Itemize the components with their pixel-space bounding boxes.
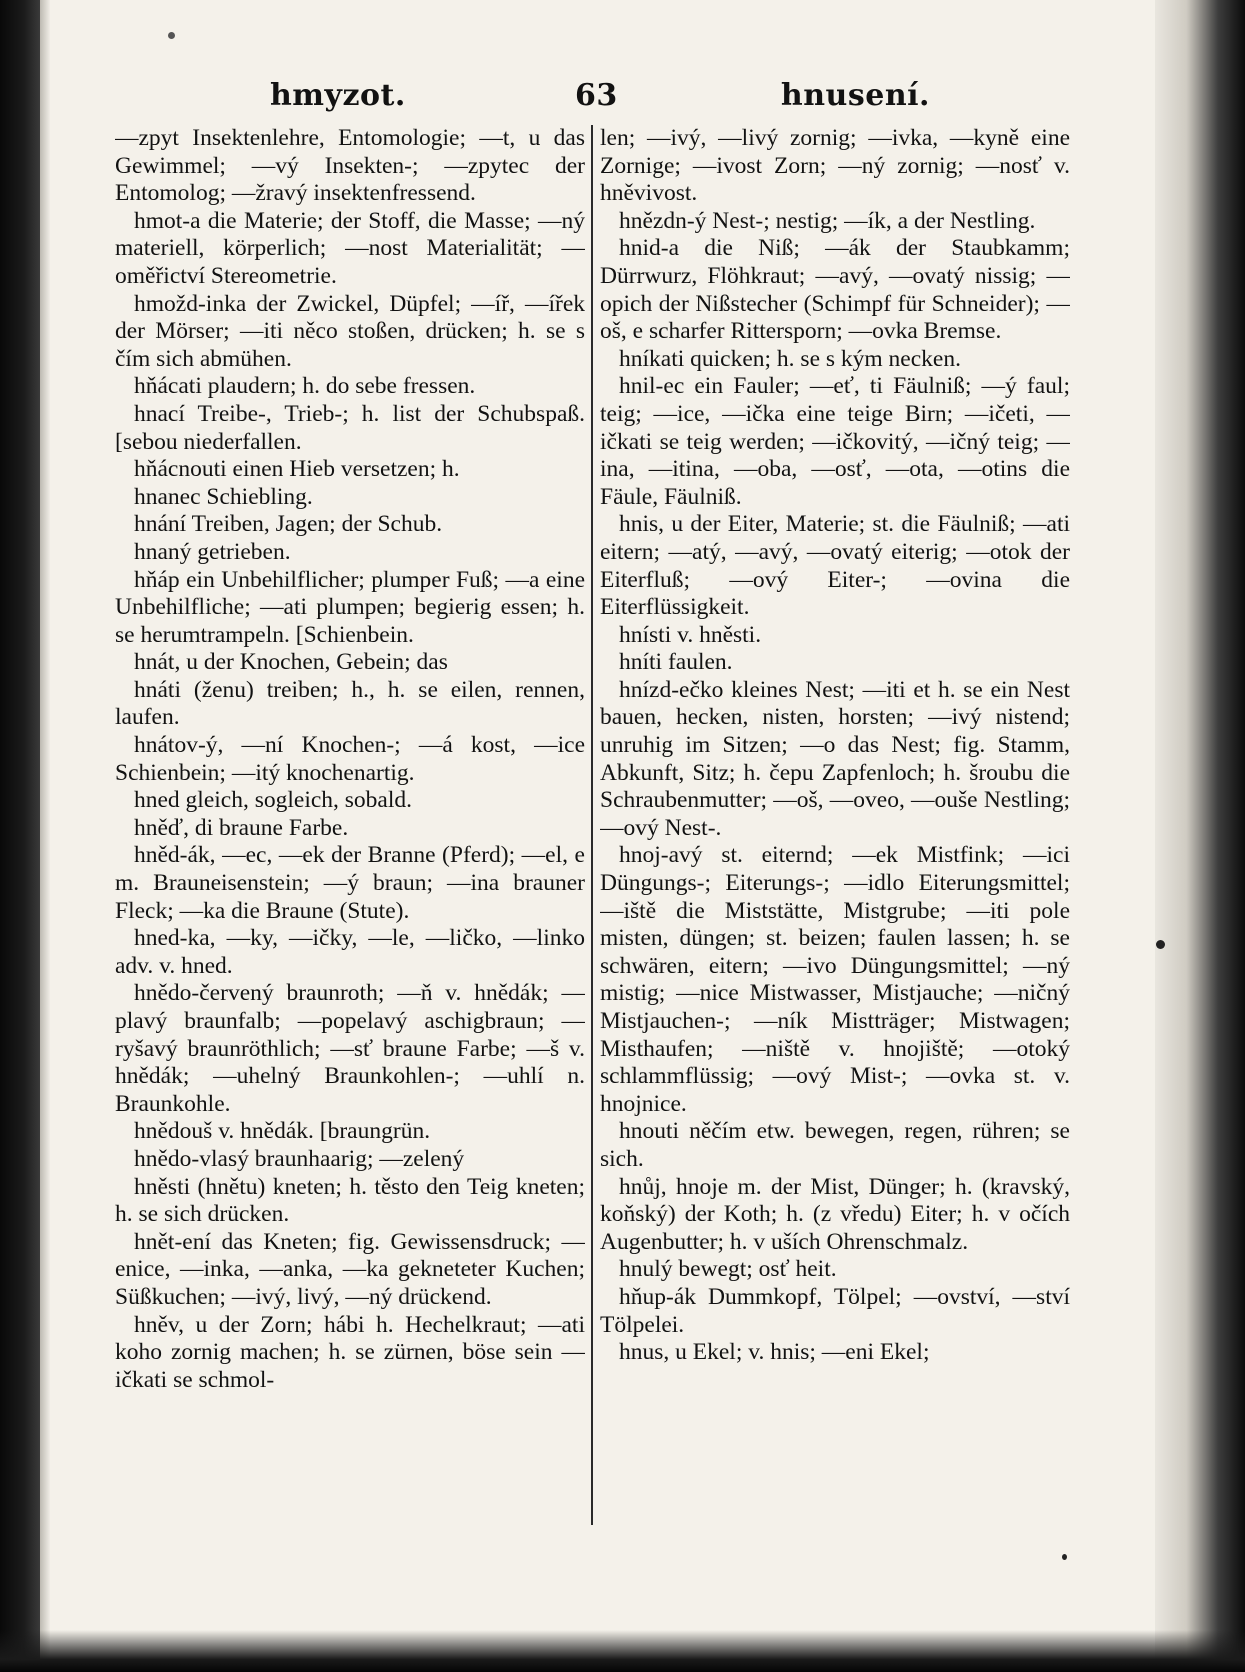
dictionary-entry: hnil-ec ein Fauler; —eť, ti Fäulniß; —ý faul; teig; —ice, —ička eine teige Birn; —ičeti, —ičkati se teig werden; —ičkovitý, —ičný teig; —ina, —itina, —oba, —osť, —ota, —otins die Fäule, Fäulniß. bbox=[600, 373, 1070, 510]
speck-mark bbox=[1156, 940, 1165, 949]
page-header bbox=[270, 78, 930, 118]
dictionary-entry: hnědo-červený braunroth; —ň v. hnědák; —plavý braunfalb; —popelavý aschigbraun; —ryšavý braunröthlich; —sť braune Farbe; —š v. hnědák; —uhelný Braunkohlen-; —uhlí n. Braunkohle. bbox=[115, 980, 585, 1117]
dictionary-entry: len; —ivý, —livý zornig; —ivka, —kyně eine Zornige; —ivost Zorn; —ný zornig; —nosť v. hněvivost. bbox=[600, 125, 1070, 207]
dictionary-entry: hnězdn-ý Nest-; nestig; —ík, a der Nestling. bbox=[619, 207, 1036, 234]
right-column bbox=[600, 125, 1070, 1367]
dictionary-entry: hnáti (ženu) treiben; h., h. se eilen, rennen, laufen. bbox=[115, 676, 585, 731]
dictionary-entry: hněsti (hnětu) kneten; h. těsto den Teig kneten; h. se sich drücken. bbox=[115, 1173, 585, 1228]
page-number: 63 bbox=[575, 78, 618, 113]
dictionary-entry: hnouti něčím etw. bewegen, regen, rühren; se sich. bbox=[600, 1118, 1070, 1172]
dictionary-entry: hnis, u der Eiter, Materie; st. die Fäulniß; —ati eitern; —atý, —avý, —ovatý eiterig; —otok der Eiterfluß; —ový Eiter-; —ovina die Eiterflüssigkeit. bbox=[600, 511, 1070, 621]
dictionary-entry: hněď, di braune Farbe. bbox=[134, 814, 349, 841]
dictionary-entry: hnát, u der Knochen, Gebein; das bbox=[134, 649, 448, 676]
speck-mark bbox=[168, 32, 175, 39]
scan-edge-bottom bbox=[0, 1630, 1245, 1672]
page-gutter-shadow bbox=[40, 0, 50, 1672]
dictionary-entry: hned-ka, —ky, —ičky, —le, —ličko, —linko adv. v. hned. bbox=[115, 925, 585, 979]
dictionary-entry: hmot-a die Materie; der Stoff, die Masse; —ný materiell, körperlich; —nost Materialität; —oměřictví Stereometrie. bbox=[115, 207, 585, 289]
dictionary-entry: hnědouš v. hnědák. [braungrün. bbox=[134, 1118, 431, 1145]
scan-edge-right bbox=[1155, 0, 1245, 1672]
guide-word-left: hmyzot. bbox=[270, 78, 406, 113]
dictionary-entry: hnět-ení das Kneten; fig. Gewissensdruck; —enice, —inka, —anka, —ka gekneteter Kuchen; Süßkuchen; —ivý, livý, —ný drückend. bbox=[115, 1228, 585, 1310]
dictionary-entry: hnůj, hnoje m. der Mist, Dünger; h. (kravský, koňský) der Koth; h. (z vředu) Eiter; h. v očích Augenbutter; h. v uších Ohrenschmalz. bbox=[600, 1173, 1070, 1255]
dictionary-entry: hnoj-avý st. eiternd; —ek Mistfink; —ici Düngungs-; Eiterungs-; —idlo Eiterungsmittel; —iště die Miststätte, Mistgrube; —iti pole misten, düngen; st. beizen; faulen lassen; h. se schwären, eitern; —ivo Düngungsmittel; —ný mistig; —nice Mistwasser, Mistjauche; —ničný Mistjauchen-; —ník Mistträger; Mistwagen; Misthaufen; —niště v. hnojiště; —otoký schlammflüssig; —ový Mist-; —ovka st. v. hnojnice. bbox=[600, 842, 1070, 1117]
dictionary-body bbox=[115, 125, 1075, 1525]
dictionary-entry: hnací Treibe-, Trieb-; h. list der Schubspaß. [sebou niederfallen. bbox=[115, 400, 585, 455]
guide-word-right: hnusení. bbox=[780, 78, 930, 113]
dictionary-entry: hnus, u Ekel; v. hnis; —eni Ekel; bbox=[619, 1339, 930, 1366]
dictionary-entry: hnanec Schiebling. bbox=[134, 483, 313, 510]
dictionary-entry: hňácnouti einen Hieb versetzen; h. bbox=[134, 456, 460, 483]
speck-mark bbox=[1062, 1554, 1067, 1560]
dictionary-entry: hnaný getrieben. bbox=[134, 538, 291, 565]
dictionary-entry: hněv, u der Zorn; hábi h. Hechelkraut; —ati koho zornig machen; h. se zürnen, böse sein —ičkati se schmol- bbox=[115, 1311, 585, 1393]
dictionary-entry: hnísti v. hněsti. bbox=[619, 621, 762, 648]
dictionary-entry: hnízd-ečko kleines Nest; —iti et h. se ein Nest bauen, hecken, nisten, horsten; —ivý nistend; unruhig im Sitzen; —o das Nest; fig. Stamm, Abkunft, Sitz; h. čepu Zapfenloch; h. šroubu die Schraubenmutter; —oš, —oveo, —ouše Nestling; —ový Nest-. bbox=[600, 676, 1070, 841]
dictionary-entry: —zpyt Insektenlehre, Entomologie; —t, u das Gewimmel; —vý Insekten-; —zpytec der Entomolog; —žravý insektenfressend. bbox=[115, 125, 585, 207]
dictionary-entry: hnědo-vlasý braunhaarig; —zelený bbox=[134, 1145, 465, 1172]
dictionary-entry: hnání Treiben, Jagen; der Schub. bbox=[134, 511, 443, 538]
dictionary-entry: hnátov-ý, —ní Knochen-; —á kost, —ice Schienbein; —itý knochenartig. bbox=[115, 732, 585, 786]
dictionary-entry: hňup-ák Dummkopf, Tölpel; —ovství, —ství Tölpelei. bbox=[600, 1283, 1070, 1338]
dictionary-entry: hnid-a die Niß; —ák der Staubkamm; Dürrwurz, Flöhkraut; —avý, —ovatý nissig; —opich der Nißstecher (Schimpf für Schneider); —oš, e scharfer Rittersporn; —ovka Bremse. bbox=[600, 235, 1070, 345]
dictionary-entry: hňáp ein Unbehilflicher; plumper Fuß; —a eine Unbehilfliche; —ati plumpen; begierig essen; h. se herumtrampeln. [Schienbein. bbox=[115, 566, 585, 648]
dictionary-entry: hned gleich, sogleich, sobald. bbox=[134, 787, 413, 814]
dictionary-entry: hníti faulen. bbox=[619, 649, 733, 676]
column-divider bbox=[591, 125, 593, 1525]
dictionary-entry: hňácati plaudern; h. do sebe fressen. bbox=[134, 373, 476, 400]
dictionary-entry: hněd-ák, —ec, —ek der Branne (Pferd); —el, e m. Brauneisenstein; —ý braun; —ina brauner Fleck; —ka die Braune (Stute). bbox=[115, 842, 585, 924]
left-column bbox=[115, 125, 585, 1394]
dictionary-entry: hnulý bewegt; osť heit. bbox=[619, 1256, 837, 1283]
dictionary-entry: hníkati quicken; h. se s kým necken. bbox=[619, 345, 961, 372]
scan-edge-left bbox=[0, 0, 40, 1672]
dictionary-entry: hmožd-inka der Zwickel, Düpfel; —íř, —ířek der Mörser; —iti něco stoßen, drücken; h. se s čím sich abmühen. bbox=[115, 290, 585, 372]
